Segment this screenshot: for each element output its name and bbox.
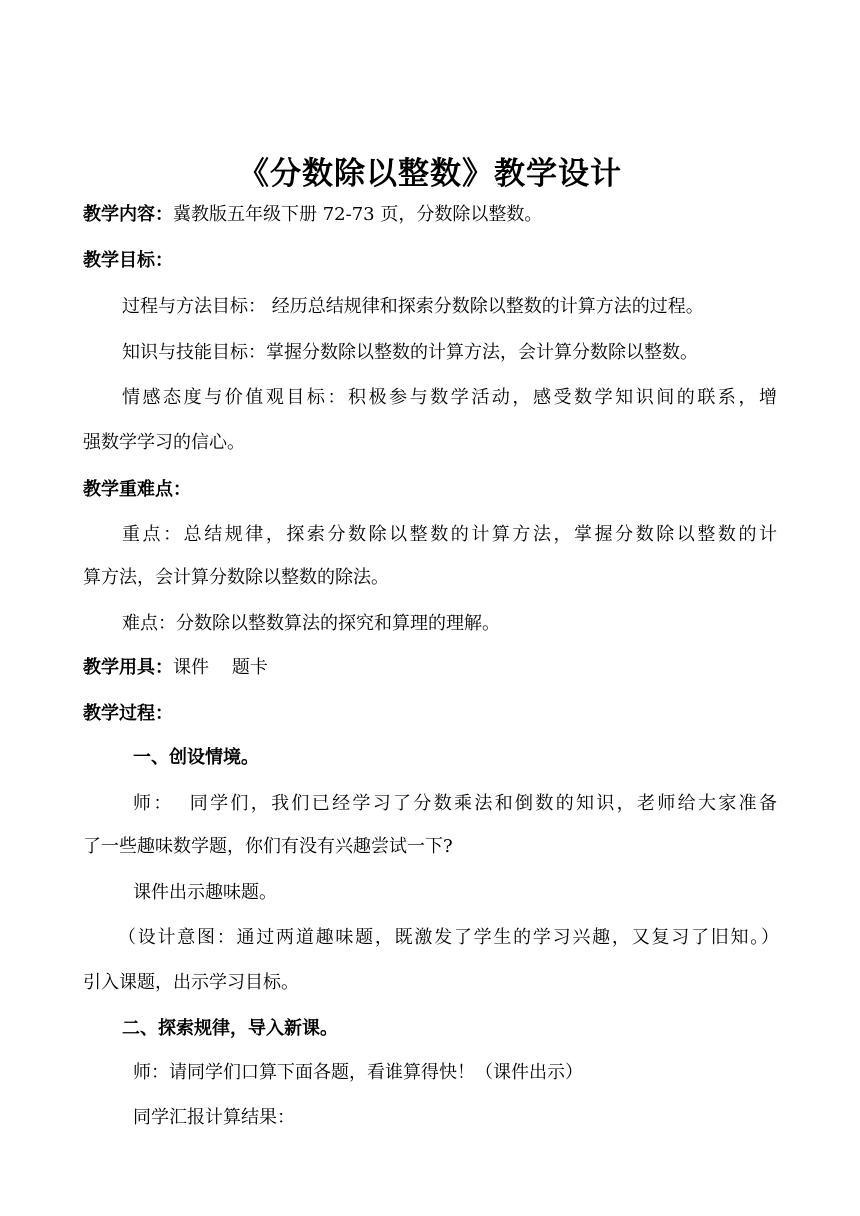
section1-line2: 了一些趣味数学题，你们有没有兴趣尝试一下? — [83, 836, 453, 857]
goal-process: 过程与方法目标： 经历总结规律和探索分数除以整数的计算方法的过程。 — [122, 296, 704, 317]
content-row — [83, 203, 542, 227]
content-label: 教学内容： — [83, 204, 173, 225]
key-points-label: 教学重难点： — [83, 479, 191, 500]
document-title: 《分数除以整数》教学设计 — [238, 156, 622, 192]
section1-line3: 课件出示趣味题。 — [133, 882, 277, 903]
goal-knowledge: 知识与技能目标：掌握分数除以整数的计算方法，会计算分数除以整数。 — [122, 342, 698, 363]
section1-line5: 引入课题，出示学习目标。 — [83, 972, 299, 993]
key-point-line1: 重点：总结规律，探索分数除以整数的计算方法，掌握分数除以整数的计 — [122, 524, 777, 545]
section2-heading: 二、探索规律，导入新课。 — [122, 1018, 338, 1039]
tools-row — [83, 656, 268, 680]
tools-text: 课件 题卡 — [173, 657, 268, 678]
section1-line1: 师： 同学们，我们已经学习了分数乘法和倒数的知识，老师给大家准备 — [133, 793, 777, 814]
tools-label: 教学用具： — [83, 657, 173, 678]
goals-label: 教学目标： — [83, 250, 173, 271]
section2-line2: 同学汇报计算结果： — [133, 1107, 295, 1128]
key-point-line2: 算方法，会计算分数除以整数的除法。 — [83, 567, 389, 588]
goal-emotion-line1: 情感态度与价值观目标：积极参与数学活动，感受数学知识间的联系，增 — [122, 387, 777, 408]
section1-line4: （设计意图：通过两道趣味题，既激发了学生的学习兴趣，又复习了旧知。） — [118, 927, 779, 948]
section1-heading: 一、创设情境。 — [133, 747, 259, 768]
section2-line1: 师：请同学们口算下面各题，看谁算得快！（课件出示） — [133, 1062, 583, 1083]
difficulty-line: 难点：分数除以整数算法的探究和算理的理解。 — [122, 613, 500, 634]
content-text: 冀教版五年级下册 72-73 页，分数除以整数。 — [173, 204, 543, 225]
process-label: 教学过程： — [83, 703, 173, 724]
goal-emotion-line2: 强数学学习的信心。 — [83, 432, 245, 453]
